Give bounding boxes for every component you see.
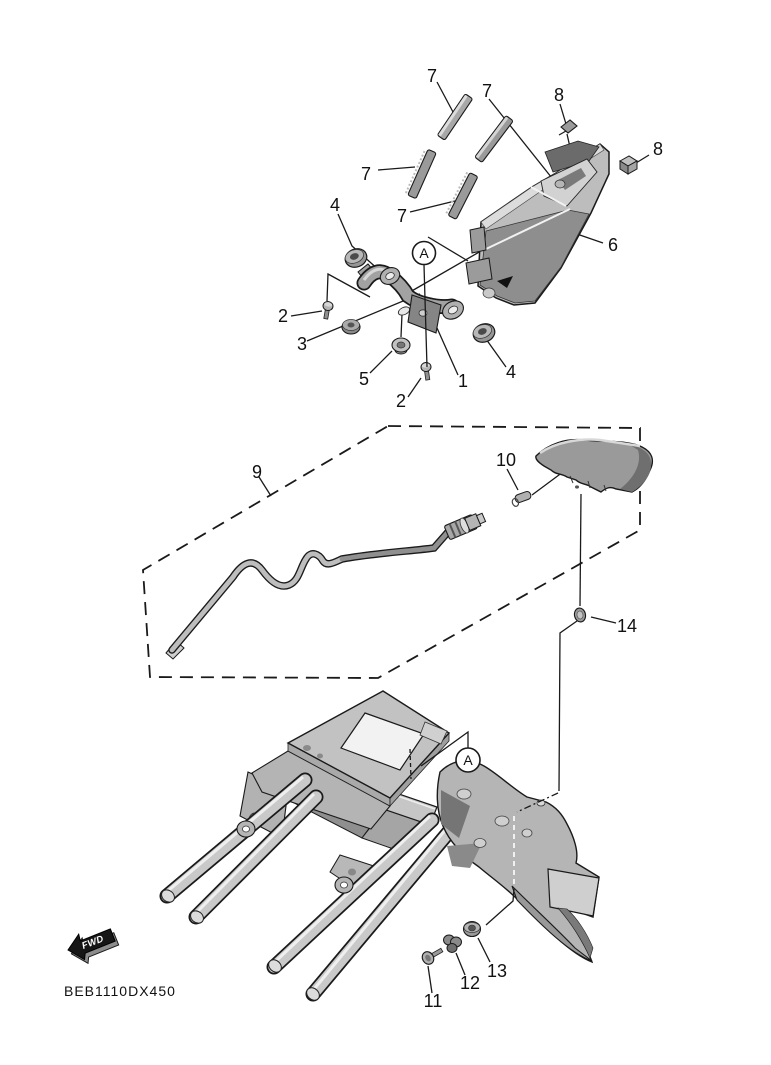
- callout-2b: 2: [395, 391, 407, 411]
- drawing-code-label: BEB1110DX450: [64, 983, 176, 999]
- screw-part-2a: [321, 301, 334, 320]
- nut-part-13: [464, 922, 481, 937]
- callout-11: 11: [423, 991, 443, 1011]
- bolt-part-14: [573, 607, 587, 623]
- frame-rail-right: [266, 816, 448, 1003]
- callout-7d: 7: [396, 206, 408, 226]
- taillight-lens: [536, 440, 653, 492]
- callout-3: 3: [296, 334, 308, 354]
- nut13-indicator-line: [486, 889, 514, 925]
- wire-connector: [444, 510, 487, 540]
- callout-5: 5: [358, 369, 370, 389]
- callout-7a: 7: [426, 66, 438, 86]
- callout-2a: 2: [277, 306, 289, 326]
- clip-part-8a: [559, 120, 577, 135]
- callout-6: 6: [607, 235, 619, 255]
- callout-14: 14: [616, 616, 638, 636]
- callout-7c: 7: [360, 164, 372, 184]
- callout-1: 1: [457, 371, 469, 391]
- nut-part-3: [342, 320, 360, 335]
- callout-4b: 4: [505, 362, 517, 382]
- frame-rail-left: [159, 777, 316, 926]
- rear-frame-assembly: [159, 691, 449, 1003]
- detail-marker-a-bottom-label: A: [463, 752, 473, 768]
- wire-harness-part-9: [166, 510, 487, 659]
- rod-part-7b: [475, 116, 513, 163]
- detail-marker-a-top: [413, 242, 436, 265]
- collar-part-5: [392, 338, 410, 354]
- fwd-arrow-label: FWD: [80, 933, 106, 952]
- fwd-arrow: [65, 926, 121, 967]
- rear-fender: [437, 761, 599, 962]
- taillight-bracket-part-6: [466, 141, 609, 305]
- grommet-part-4b: [471, 321, 498, 345]
- license-bracket-part-1: [358, 264, 467, 333]
- callout-9: 9: [251, 462, 263, 482]
- callout-10: 10: [495, 450, 517, 470]
- callout-4a: 4: [329, 195, 341, 215]
- callout-8b: 8: [652, 139, 664, 159]
- callout-8a: 8: [553, 85, 565, 105]
- callout-13: 13: [486, 961, 508, 981]
- callout-12: 12: [459, 973, 481, 993]
- detail-marker-a-top-label: A: [419, 245, 429, 261]
- clip-part-8b: [620, 156, 637, 174]
- detail-marker-a-bottom: [456, 748, 480, 772]
- clip-part-10: [510, 491, 532, 508]
- rod-part-7a: [437, 94, 472, 140]
- rod-part-7c: [405, 148, 436, 198]
- damper-part-12: [444, 935, 462, 953]
- rod-part-7d: [446, 171, 478, 219]
- bolt-part-11: [420, 944, 445, 966]
- callout-7b: 7: [481, 81, 493, 101]
